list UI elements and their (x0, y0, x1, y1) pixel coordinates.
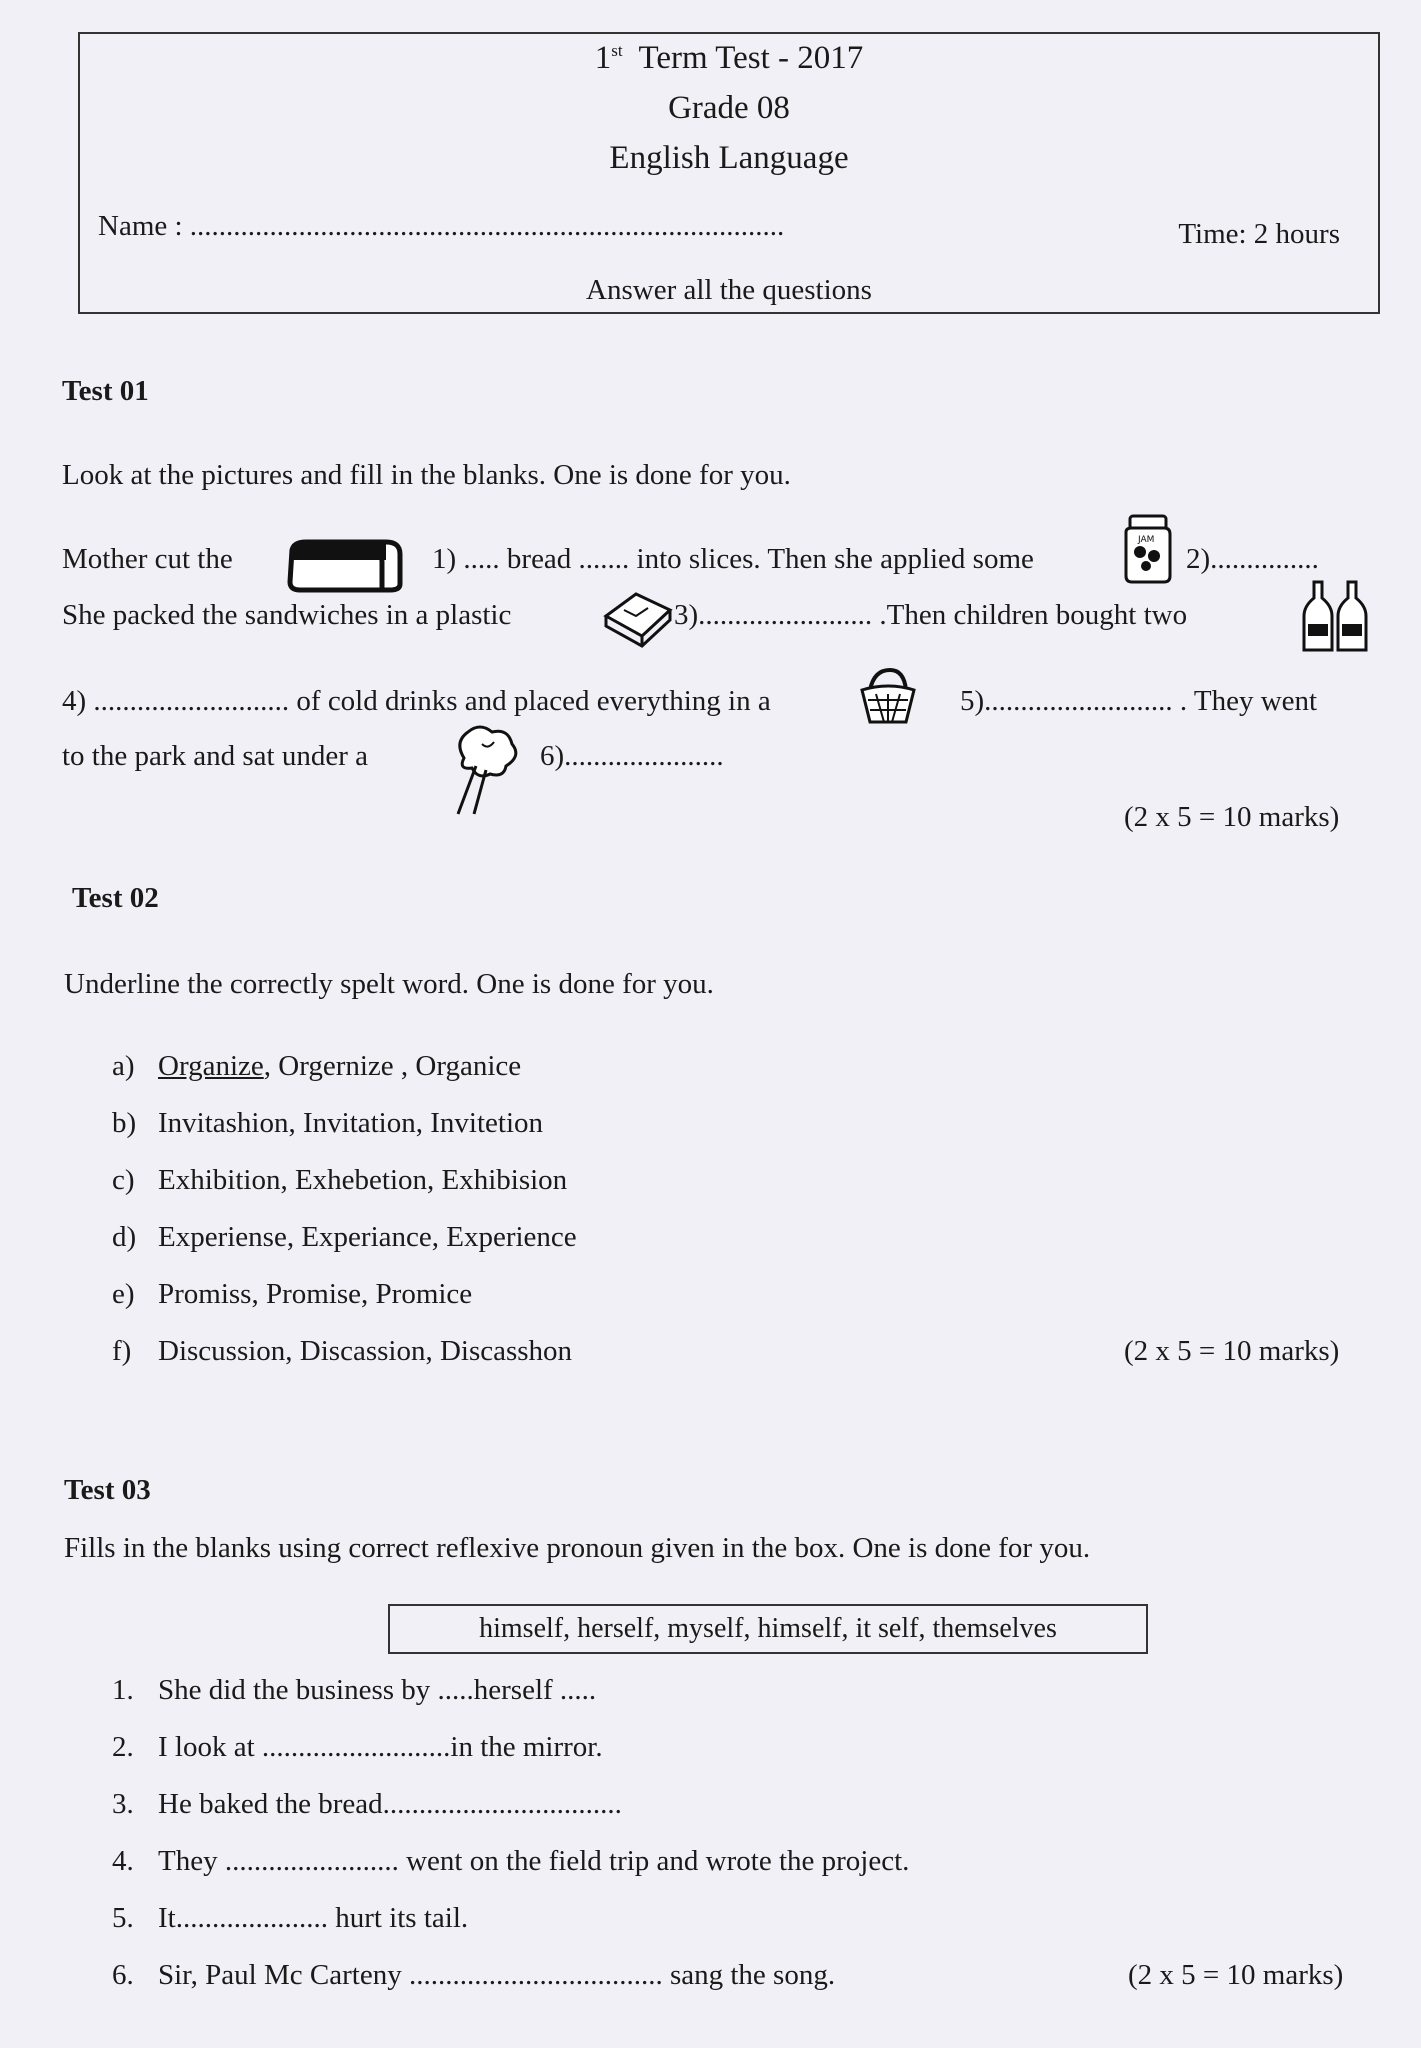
test-02-heading: Test 02 (72, 882, 159, 914)
reflexive-item-3: 3. He baked the bread................................. (112, 1788, 622, 1820)
test-01-heading: Test 01 (62, 375, 149, 407)
reflexive-pronoun-box: himself, herself, myself, himself, it self, themselves (388, 1604, 1148, 1654)
test-01-line-4a: to the park and sat under a (62, 740, 369, 772)
exam-header-box (78, 32, 1380, 314)
test-03-marks: (2 x 5 = 10 marks) (1128, 1959, 1344, 1991)
test-01-line-2a: She packed the sandwiches in a plastic (62, 599, 512, 631)
test-01-line-4b: 6)...................... (540, 740, 724, 772)
exam-time: Time: 2 hours (1178, 218, 1340, 250)
test-01-line-2b: 3)........................ .Then children bought two (674, 599, 1188, 631)
test-03-heading: Test 03 (64, 1474, 151, 1506)
spelling-item-f: f) Discussion, Discassion, Discasshon (112, 1335, 573, 1367)
reflexive-item-1: 1. She did the business by .....herself ..... (112, 1674, 597, 1706)
exam-subject: English Language (609, 140, 849, 176)
test-01-marks: (2 x 5 = 10 marks) (1124, 801, 1340, 833)
reflexive-item-6: 6. Sir, Paul Mc Carteny ................................... sang the song. (112, 1959, 836, 1991)
spelling-item-b: b) Invitashion, Invitation, Invitetion (112, 1107, 544, 1139)
spelling-item-d: d) Experiense, Experiance, Experience (112, 1221, 577, 1253)
spelling-item-a: a) Organize, Orgernize , Organice (112, 1050, 522, 1082)
test-03-instruction: Fills in the blanks using correct reflexive pronoun given in the box. One is done for you. (64, 1532, 1091, 1564)
test-01-instruction: Look at the pictures and fill in the blanks. One is done for you. (62, 459, 791, 491)
spelling-answer-a: Organize (158, 1050, 264, 1082)
two-bottles-icon (1300, 578, 1376, 656)
test-01-line-1a: Mother cut the (62, 543, 233, 575)
exam-term-title: 1st Term Test - 2017 (594, 40, 864, 76)
plastic-box-icon (600, 588, 678, 650)
reflexive-item-4: 4. They ........................ went on the field trip and wrote the project. (112, 1845, 910, 1877)
name-field[interactable]: Name : .................................................................................. (98, 210, 785, 242)
test-01-line-1c: 2)............... (1186, 543, 1319, 575)
reflexive-item-5: 5. It..................... hurt its tail. (112, 1902, 469, 1934)
tree-icon (434, 722, 524, 818)
test-02-marks: (2 x 5 = 10 marks) (1124, 1335, 1340, 1367)
reflexive-item-2: 2. I look at ..........................in the mirror. (112, 1731, 603, 1763)
test-01-line-3a: 4) ........................... of cold drinks and placed everything in a (62, 685, 771, 717)
exam-grade: Grade 08 (668, 90, 790, 126)
basket-icon (856, 664, 920, 728)
jam-jar-icon (1120, 512, 1176, 586)
spelling-item-c: c) Exhibition, Exhebetion, Exhibision (112, 1164, 568, 1196)
test-02-instruction: Underline the correctly spelt word. One is done for you. (64, 968, 714, 1000)
test-01-line-3b: 5).......................... . They went (960, 685, 1318, 717)
spelling-item-e: e) Promiss, Promise, Promice (112, 1278, 473, 1310)
svg-text:JAM: JAM (1138, 535, 1155, 545)
bread-loaf-icon (286, 538, 406, 594)
exam-instruction: Answer all the questions (586, 274, 872, 306)
test-01-line-1b: 1) ..... bread ....... into slices. Then she applied some (432, 543, 1034, 575)
